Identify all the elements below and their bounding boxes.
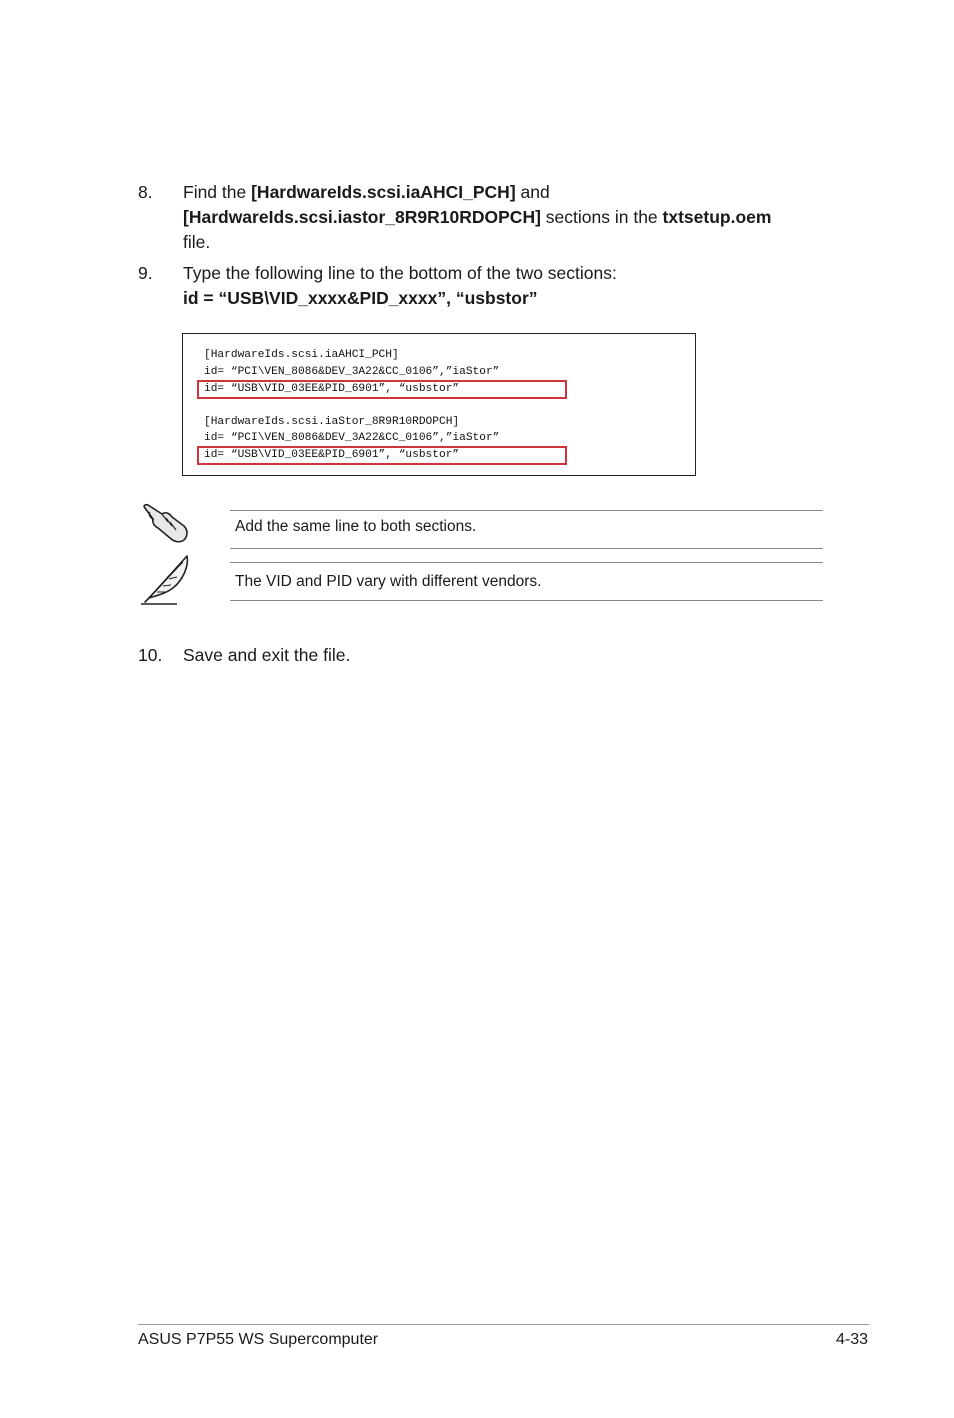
step-text	[183, 261, 617, 311]
feather-quill-icon	[137, 552, 193, 613]
step-text: Save and exit the file.	[183, 645, 351, 665]
note-top-rule	[230, 510, 823, 511]
code-line: id= “USB\VID_03EE&PID_6901”, “usbstor”	[204, 449, 460, 461]
step-9-line-1: Type the following line to the bottom of the two sections:	[183, 263, 617, 283]
step-text	[183, 180, 771, 255]
code-line: id= “PCI\VEN_8086&DEV_3A22&CC_0106”,”iaStor”	[204, 432, 500, 444]
note-text: Add the same line to both sections.	[235, 518, 477, 535]
code-line: [HardwareIds.scsi.iaStor_8R9R10RDOPCH]	[204, 416, 460, 428]
note-top-rule	[230, 562, 823, 563]
step-8-line-1: Find the [HardwareIds.scsi.iaAHCI_PCH] and	[183, 182, 550, 202]
note-bottom-rule	[230, 548, 823, 549]
code-block	[182, 333, 696, 476]
page-number: 4-33	[835, 1331, 868, 1348]
step-number: 10.	[138, 645, 163, 665]
step-number: 9.	[138, 263, 153, 283]
step-8-line-3: file.	[183, 232, 211, 252]
hand-pointer-icon	[140, 502, 192, 549]
footer-rule	[138, 1324, 869, 1325]
highlight-box	[197, 380, 567, 399]
step-number: 8.	[138, 182, 153, 202]
code-line: id= “PCI\VEN_8086&DEV_3A22&CC_0106”,”iaStor”	[204, 366, 500, 378]
note-text: The VID and PID vary with different vendors.	[235, 573, 542, 590]
code-line: [HardwareIds.scsi.iaAHCI_PCH]	[204, 349, 399, 361]
footer-title: ASUS P7P55 WS Supercomputer	[138, 1331, 379, 1348]
highlight-box	[197, 446, 567, 465]
step-8-line-2: [HardwareIds.scsi.iastor_8R9R10RDOPCH] sections in the txtsetup.oem	[183, 207, 772, 227]
note-bottom-rule	[230, 600, 823, 601]
step-9-line-2: id = “USB\VID_xxxx&PID_xxxx”, “usbstor”	[183, 288, 538, 308]
code-line: id= “USB\VID_03EE&PID_6901”, “usbstor”	[204, 383, 460, 395]
